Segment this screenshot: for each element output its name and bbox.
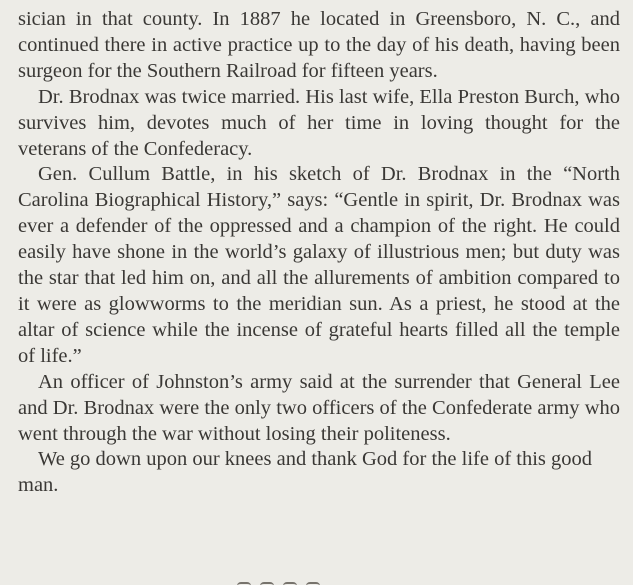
paragraph-5: We go down upon our knees and thank God for the life of this good man.: [18, 448, 593, 497]
article-body: [18, 7, 620, 499]
cropped-next-line: [237, 579, 337, 585]
paragraph-3: Gen. Cullum Battle, in his sketch of Dr. Brodnax in the “North Carolina Biographical History,” says: “Gentle in spirit, Dr. Brodnax was ever a defender of the oppressed and a champion of the right. He could easily have shone in the world’s galaxy of illustrious men; but duty was the star that led him on, and all the allurements of ambition compared to it were as glowworms to the meridian sun. As a priest, he stood at the altar of science while the incense of grateful hearts filled all the temple of life.”: [18, 163, 620, 367]
paragraph-4: An officer of Johnston’s army said at the surrender that General Lee and Dr. Brodnax were the only two officers of the Confederate army who went through the war without losing their politeness.: [18, 370, 620, 445]
paragraph-1-continued: sician in that county. In 1887 he located in Greensboro, N. C., and continued there in active practice up to the day of his death, having been surgeon for the Southern Railroad for fifteen years.: [18, 8, 620, 82]
paragraph-2: Dr. Brodnax was twice married. His last wife, Ella Preston Burch, who survives him, devotes much of her time in loving thought for the veterans of the Confederacy.: [18, 85, 620, 160]
